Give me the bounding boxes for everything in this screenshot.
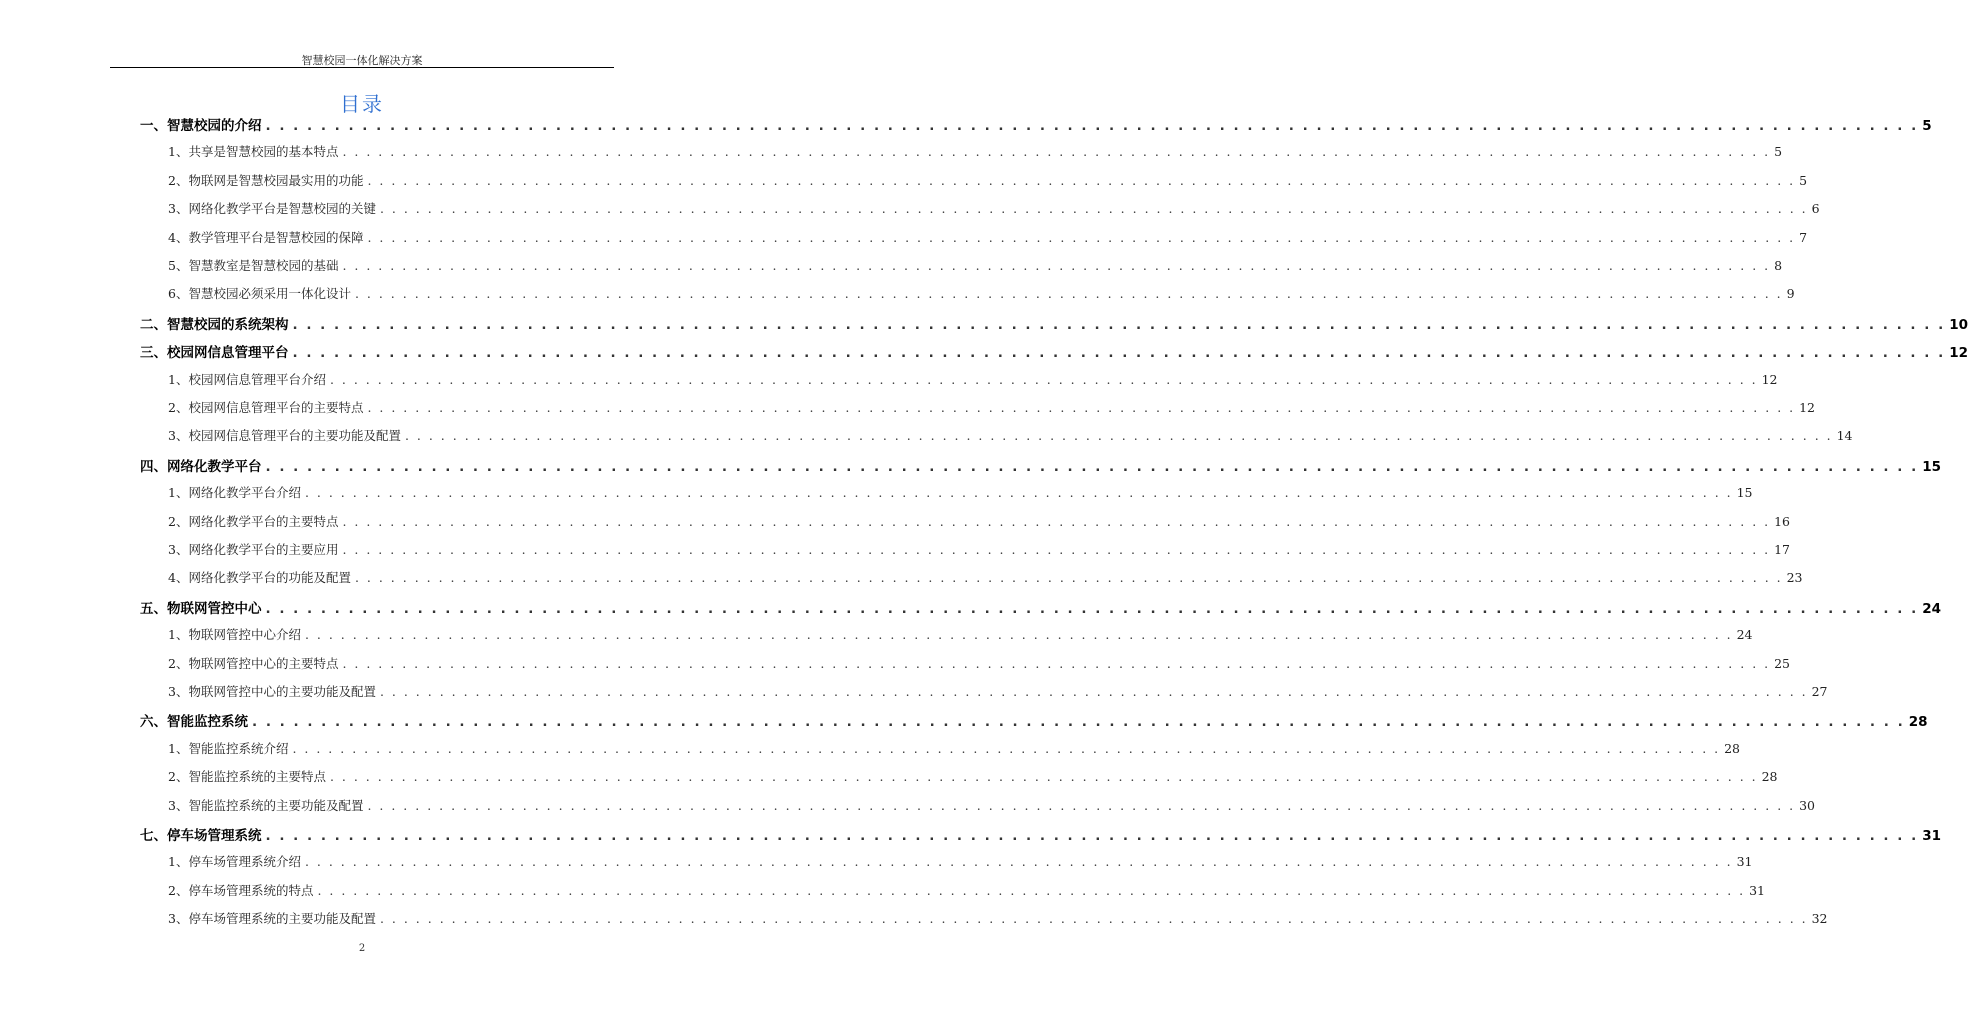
toc-entry-label: 一、智慧校园的介绍 <box>140 118 262 134</box>
toc-dot-leader: . . . . . . . . . . . . . . . . . . . . . . . . . . . . . . . . . . . . . . . . . . . . . . . . . . . . . . . . . . . . . . . . . . . . . . . . . . . . . . . . . . . . . . . . . . . . . . . . . . . . . . . . . . . . . . . . . . . . . . . . <box>354 570 1783 586</box>
toc-chapter-entry[interactable] <box>140 597 1942 617</box>
toc-dot-leader: . . . . . . . . . . . . . . . . . . . . . . . . . . . . . . . . . . . . . . . . . . . . . . . . . . . . . . . . . . . . . . . . . . . . . . . . . . . . . . . . . . . . . . . . . . . . . . . . . . . . . . . . . . . . . . . . . . . . . . . . <box>292 316 1946 333</box>
toc-dot-leader: . . . . . . . . . . . . . . . . . . . . . . . . . . . . . . . . . . . . . . . . . . . . . . . . . . . . . . . . . . . . . . . . . . . . . . . . . . . . . . . . . . . . . . . . . . . . . . . . . . . . . . . . . . . . . . . . . . . . . . . . <box>354 286 1783 302</box>
toc-entry-label: 2、网络化教学平台的主要特点 <box>168 513 339 529</box>
toc-section-entry[interactable] <box>168 852 1753 870</box>
toc-section-entry[interactable] <box>168 426 1853 444</box>
toc-dot-leader: . . . . . . . . . . . . . . . . . . . . . . . . . . . . . . . . . . . . . . . . . . . . . . . . . . . . . . . . . . . . . . . . . . . . . . . . . . . . . . . . . . . . . . . . . . . . . . . . . . . . . . . . . . . . . . . . . . . . . . . . <box>342 542 1771 557</box>
toc-dot-leader: . . . . . . . . . . . . . . . . . . . . . . . . . . . . . . . . . . . . . . . . . . . . . . . . . . . . . . . . . . . . . . . . . . . . . . . . . . . . . . . . . . . . . . . . . . . . . . . . . . . . . . . . . . . . . . . . . . . . . . . . <box>404 428 1833 444</box>
toc-page-number: 31 <box>1736 854 1753 870</box>
toc-entry-label: 2、校园网信息管理平台的主要特点 <box>168 400 364 415</box>
toc-page-number: 12 <box>1799 400 1816 415</box>
toc-entry-label: 1、网络化教学平台介绍 <box>168 485 301 501</box>
toc-entry-label: 六、智能监控系统 <box>140 714 248 731</box>
toc-page-number: 12 <box>1949 345 1968 362</box>
toc-title: 目录 <box>340 92 384 116</box>
toc-entry-label: 4、教学管理平台是智慧校园的保障 <box>168 229 364 245</box>
toc-section-entry[interactable] <box>168 682 1828 700</box>
toc-page-number: 24 <box>1922 600 1942 617</box>
toc-page-number: 16 <box>1774 513 1791 529</box>
toc-dot-leader: . . . . . . . . . . . . . . . . . . . . . . . . . . . . . . . . . . . . . . . . . . . . . . . . . . . . . . . . . . . . . . . . . . . . . . . . . . . . . . . . . . . . . . . . . . . . . . . . . . . . . . . . . . . . . . . . . . . . . . . . <box>379 911 1808 927</box>
toc-section-entry[interactable] <box>168 284 1795 302</box>
toc-page-number: 15 <box>1736 485 1753 501</box>
toc-dot-leader: . . . . . . . . . . . . . . . . . . . . . . . . . . . . . . . . . . . . . . . . . . . . . . . . . . . . . . . . . . . . . . . . . . . . . . . . . . . . . . . . . . . . . . . . . . . . . . . . . . . . . . . . . . . . . . . . . . . . . . . . <box>292 345 1946 362</box>
toc-page-number: 14 <box>1836 428 1853 444</box>
toc-page-number: 30 <box>1799 797 1816 813</box>
toc-page-number: 12 <box>1761 371 1778 387</box>
toc-section-entry[interactable] <box>168 483 1753 501</box>
toc-dot-leader: . . . . . . . . . . . . . . . . . . . . . . . . . . . . . . . . . . . . . . . . . . . . . . . . . . . . . . . . . . . . . . . . . . . . . . . . . . . . . . . . . . . . . . . . . . . . . . . . . . . . . . . . . . . . . . . . . . . . . . . . <box>342 513 1771 529</box>
toc-page-number: 31 <box>1749 882 1766 898</box>
toc-section-entry[interactable] <box>168 228 1808 246</box>
running-header: 智慧校园一体化解决方案 <box>301 54 423 67</box>
toc-section-entry[interactable] <box>168 142 1783 160</box>
toc-entry-label: 七、停车场管理系统 <box>140 828 262 844</box>
toc-entry-label: 四、网络化教学平台 <box>140 458 262 475</box>
toc-section-entry[interactable] <box>168 568 1803 586</box>
toc-entry-label: 二、智慧校园的系统架构 <box>140 316 289 333</box>
toc-dot-leader: . . . . . . . . . . . . . . . . . . . . . . . . . . . . . . . . . . . . . . . . . . . . . . . . . . . . . . . . . . . . . . . . . . . . . . . . . . . . . . . . . . . . . . . . . . . . . . . . . . . . . . . . . . . . . . . . . . . . . . . . <box>304 854 1733 870</box>
toc-section-entry[interactable] <box>168 540 1791 558</box>
toc-entry-label: 3、智能监控系统的主要功能及配置 <box>168 797 364 813</box>
toc-page-number: 5 <box>1774 144 1783 160</box>
toc-chapter-entry[interactable] <box>140 824 1942 844</box>
toc-page-number: 25 <box>1774 655 1791 671</box>
toc-section-entry[interactable] <box>168 739 1741 757</box>
toc-entry-label: 3、网络化教学平台是智慧校园的关键 <box>168 201 376 217</box>
toc-dot-leader: . . . . . . . . . . . . . . . . . . . . . . . . . . . . . . . . . . . . . . . . . . . . . . . . . . . . . . . . . . . . . . . . . . . . . . . . . . . . . . . . . . . . . . . . . . . . . . . . . . . . . . . . . . . . . . . . . . . . . . . . <box>265 828 1919 844</box>
toc-dot-leader: . . . . . . . . . . . . . . . . . . . . . . . . . . . . . . . . . . . . . . . . . . . . . . . . . . . . . . . . . . . . . . . . . . . . . . . . . . . . . . . . . . . . . . . . . . . . . . . . . . . . . . . . . . . . . . . . . . . . . . . . <box>329 769 1758 785</box>
toc-page-number: 28 <box>1724 740 1741 756</box>
toc-page-number: 6 <box>1811 201 1820 217</box>
toc-entry-label: 2、停车场管理系统的特点 <box>168 882 314 898</box>
toc-dot-leader: . . . . . . . . . . . . . . . . . . . . . . . . . . . . . . . . . . . . . . . . . . . . . . . . . . . . . . . . . . . . . . . . . . . . . . . . . . . . . . . . . . . . . . . . . . . . . . . . . . . . . . . . . . . . . . . . . . . . . . . . <box>367 797 1796 813</box>
toc-page-number: 8 <box>1774 258 1783 273</box>
toc-page-number: 23 <box>1786 570 1803 586</box>
toc-section-entry[interactable] <box>168 909 1828 927</box>
toc-page-number: 15 <box>1922 458 1942 475</box>
toc-dot-leader: . . . . . . . . . . . . . . . . . . . . . . . . . . . . . . . . . . . . . . . . . . . . . . . . . . . . . . . . . . . . . . . . . . . . . . . . . . . . . . . . . . . . . . . . . . . . . . . . . . . . . . . . . . . . . . . . . . . . . . . . <box>367 229 1796 245</box>
toc-dot-leader: . . . . . . . . . . . . . . . . . . . . . . . . . . . . . . . . . . . . . . . . . . . . . . . . . . . . . . . . . . . . . . . . . . . . . . . . . . . . . . . . . . . . . . . . . . . . . . . . . . . . . . . . . . . . . . . . . . . . . . . . <box>292 740 1721 756</box>
toc-entry-label: 1、智能监控系统介绍 <box>168 740 289 756</box>
toc-dot-leader: . . . . . . . . . . . . . . . . . . . . . . . . . . . . . . . . . . . . . . . . . . . . . . . . . . . . . . . . . . . . . . . . . . . . . . . . . . . . . . . . . . . . . . . . . . . . . . . . . . . . . . . . . . . . . . . . . . . . . . . . <box>367 400 1796 415</box>
toc-entry-label: 4、网络化教学平台的功能及配置 <box>168 570 351 586</box>
toc-entry-label: 2、物联网是智慧校园最实用的功能 <box>168 172 364 188</box>
toc-dot-leader: . . . . . . . . . . . . . . . . . . . . . . . . . . . . . . . . . . . . . . . . . . . . . . . . . . . . . . . . . . . . . . . . . . . . . . . . . . . . . . . . . . . . . . . . . . . . . . . . . . . . . . . . . . . . . . . . . . . . . . . . <box>265 458 1919 475</box>
toc-dot-leader: . . . . . . . . . . . . . . . . . . . . . . . . . . . . . . . . . . . . . . . . . . . . . . . . . . . . . . . . . . . . . . . . . . . . . . . . . . . . . . . . . . . . . . . . . . . . . . . . . . . . . . . . . . . . . . . . . . . . . . . . <box>304 627 1733 643</box>
toc-section-entry[interactable] <box>168 654 1791 672</box>
toc-dot-leader: . . . . . . . . . . . . . . . . . . . . . . . . . . . . . . . . . . . . . . . . . . . . . . . . . . . . . . . . . . . . . . . . . . . . . . . . . . . . . . . . . . . . . . . . . . . . . . . . . . . . . . . . . . . . . . . . . . . . . . . . <box>379 201 1808 217</box>
toc-page-number: 28 <box>1761 769 1778 785</box>
toc-entry-label: 1、物联网管控中心介绍 <box>168 627 301 643</box>
toc-dot-leader: . . . . . . . . . . . . . . . . . . . . . . . . . . . . . . . . . . . . . . . . . . . . . . . . . . . . . . . . . . . . . . . . . . . . . . . . . . . . . . . . . . . . . . . . . . . . . . . . . . . . . . . . . . . . . . . . . . . . . . . . <box>252 714 1905 731</box>
toc-entry-label: 3、网络化教学平台的主要应用 <box>168 542 339 557</box>
toc-entry-label: 6、智慧校园必须采用一体化设计 <box>168 286 351 302</box>
toc-entry-label: 1、停车场管理系统介绍 <box>168 854 301 870</box>
toc-dot-leader: . . . . . . . . . . . . . . . . . . . . . . . . . . . . . . . . . . . . . . . . . . . . . . . . . . . . . . . . . . . . . . . . . . . . . . . . . . . . . . . . . . . . . . . . . . . . . . . . . . . . . . . . . . . . . . . . . . . . . . . . <box>265 118 1919 134</box>
toc-chapter-entry[interactable] <box>140 455 1942 475</box>
toc-entry-label: 5、智慧教室是智慧校园的基础 <box>168 258 339 273</box>
toc-chapter-entry[interactable] <box>140 114 1932 134</box>
toc-section-entry[interactable] <box>168 796 1816 814</box>
toc-page-number: 28 <box>1908 714 1928 731</box>
toc-section-entry[interactable] <box>168 256 1783 274</box>
toc-chapter-entry[interactable] <box>140 341 1968 362</box>
toc-page-number: 5 <box>1799 172 1808 188</box>
header-rule <box>110 67 614 68</box>
toc-page-number: 32 <box>1811 911 1828 927</box>
toc-dot-leader: . . . . . . . . . . . . . . . . . . . . . . . . . . . . . . . . . . . . . . . . . . . . . . . . . . . . . . . . . . . . . . . . . . . . . . . . . . . . . . . . . . . . . . . . . . . . . . . . . . . . . . . . . . . . . . . . . . . . . . . . <box>329 371 1758 387</box>
toc-dot-leader: . . . . . . . . . . . . . . . . . . . . . . . . . . . . . . . . . . . . . . . . . . . . . . . . . . . . . . . . . . . . . . . . . . . . . . . . . . . . . . . . . . . . . . . . . . . . . . . . . . . . . . . . . . . . . . . . . . . . . . . . <box>379 684 1808 699</box>
toc-dot-leader: . . . . . . . . . . . . . . . . . . . . . . . . . . . . . . . . . . . . . . . . . . . . . . . . . . . . . . . . . . . . . . . . . . . . . . . . . . . . . . . . . . . . . . . . . . . . . . . . . . . . . . . . . . . . . . . . . . . . . . . . <box>317 882 1746 898</box>
toc-page-number: 7 <box>1799 229 1808 245</box>
toc-entry-label: 3、物联网管控中心的主要功能及配置 <box>168 684 376 699</box>
toc-dot-leader: . . . . . . . . . . . . . . . . . . . . . . . . . . . . . . . . . . . . . . . . . . . . . . . . . . . . . . . . . . . . . . . . . . . . . . . . . . . . . . . . . . . . . . . . . . . . . . . . . . . . . . . . . . . . . . . . . . . . . . . . <box>265 600 1919 617</box>
toc-section-entry[interactable] <box>168 625 1753 643</box>
toc-page-number: 31 <box>1922 828 1942 844</box>
toc-dot-leader: . . . . . . . . . . . . . . . . . . . . . . . . . . . . . . . . . . . . . . . . . . . . . . . . . . . . . . . . . . . . . . . . . . . . . . . . . . . . . . . . . . . . . . . . . . . . . . . . . . . . . . . . . . . . . . . . . . . . . . . . <box>304 485 1733 501</box>
toc-page-number: 24 <box>1736 627 1753 643</box>
toc-section-entry[interactable] <box>168 767 1778 785</box>
toc-dot-leader: . . . . . . . . . . . . . . . . . . . . . . . . . . . . . . . . . . . . . . . . . . . . . . . . . . . . . . . . . . . . . . . . . . . . . . . . . . . . . . . . . . . . . . . . . . . . . . . . . . . . . . . . . . . . . . . . . . . . . . . . <box>342 144 1771 160</box>
toc-page-number: 9 <box>1786 286 1795 302</box>
toc-dot-leader: . . . . . . . . . . . . . . . . . . . . . . . . . . . . . . . . . . . . . . . . . . . . . . . . . . . . . . . . . . . . . . . . . . . . . . . . . . . . . . . . . . . . . . . . . . . . . . . . . . . . . . . . . . . . . . . . . . . . . . . . <box>342 258 1771 273</box>
toc-entry-label: 1、共享是智慧校园的基本特点 <box>168 144 339 160</box>
toc-entry-label: 3、校园网信息管理平台的主要功能及配置 <box>168 428 401 444</box>
toc-chapter-entry[interactable] <box>140 710 1928 731</box>
toc-section-entry[interactable] <box>168 370 1778 388</box>
toc-entry-label: 2、智能监控系统的主要特点 <box>168 769 326 785</box>
toc-entry-label: 五、物联网管控中心 <box>140 600 262 617</box>
toc-page-number: 10 <box>1949 316 1968 333</box>
toc-dot-leader: . . . . . . . . . . . . . . . . . . . . . . . . . . . . . . . . . . . . . . . . . . . . . . . . . . . . . . . . . . . . . . . . . . . . . . . . . . . . . . . . . . . . . . . . . . . . . . . . . . . . . . . . . . . . . . . . . . . . . . . . <box>367 172 1796 188</box>
toc-section-entry[interactable] <box>168 171 1808 189</box>
page-number: 2 <box>358 943 366 954</box>
toc-section-entry[interactable] <box>168 199 1820 217</box>
toc-page-number: 5 <box>1922 118 1932 134</box>
toc-entry-label: 3、停车场管理系统的主要功能及配置 <box>168 911 376 927</box>
toc-section-entry[interactable] <box>168 881 1766 899</box>
toc-page-number: 17 <box>1774 542 1791 557</box>
toc-section-entry[interactable] <box>168 398 1816 416</box>
toc-entry-label: 2、物联网管控中心的主要特点 <box>168 655 339 671</box>
toc-page-number: 27 <box>1811 684 1828 699</box>
toc-entry-label: 三、校园网信息管理平台 <box>140 345 289 362</box>
toc-chapter-entry[interactable] <box>140 313 1968 333</box>
toc-section-entry[interactable] <box>168 512 1791 530</box>
toc-entry-label: 1、校园网信息管理平台介绍 <box>168 371 326 387</box>
toc-dot-leader: . . . . . . . . . . . . . . . . . . . . . . . . . . . . . . . . . . . . . . . . . . . . . . . . . . . . . . . . . . . . . . . . . . . . . . . . . . . . . . . . . . . . . . . . . . . . . . . . . . . . . . . . . . . . . . . . . . . . . . . . <box>342 655 1771 671</box>
